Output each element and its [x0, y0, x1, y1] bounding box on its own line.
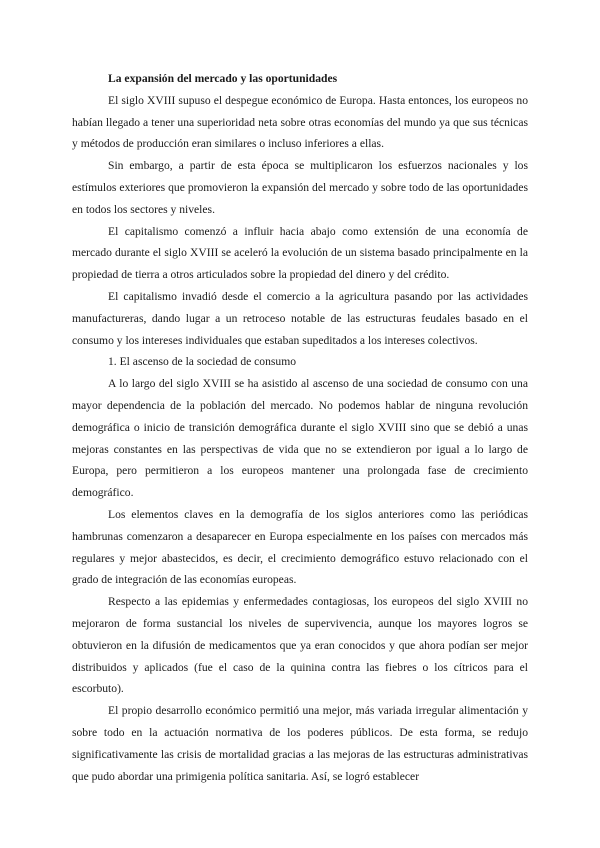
- paragraph: El propio desarrollo económico permitió una mejor, más variada irregular alimentación y sobre todo en la actuación normativa de los poderes públicos. De esta forma, se redujo significativamente las crisis de mortalidad gracias a las mejoras de las estructuras administrativas que pudo abordar una primigenia política sanitaria. Así, se logró establecer: [72, 704, 528, 783]
- paragraph: Sin embargo, a partir de esta época se multiplicaron los esfuerzos nacionales y los estímulos exteriores que promovieron la expansión del mercado y sobre todo de las oportunidades en todos los sectores y niveles.: [72, 159, 528, 216]
- section-heading: 1. El ascenso de la sociedad de consumo: [108, 355, 297, 369]
- document-title: La expansión del mercado y las oportunidades: [108, 72, 338, 85]
- paragraph: El capitalismo comenzó a influir hacia abajo como extensión de una economía de mercado durante el siglo XVIII se aceleró la evolución de un sistema basado principalmente en la propiedad de tierra a otros articulados sobre la propiedad del dinero y del crédito.: [72, 224, 528, 282]
- paragraph: El capitalismo invadió desde el comercio a la agricultura pasando por las actividades manufactureras, dando lugar a un retroceso notable de las estructuras feudales basado en el consumo y los intereses individuales que estaban supeditados a los intereses colectivos.: [72, 289, 528, 347]
- paragraph: A lo largo del siglo XVIII se ha asistido al ascenso de una sociedad de consumo con una mayor dependencia de la población del mercado. No podemos hablar de ninguna revolución demográfica o inicio de transición demográfica durante el siglo XVIII sino que se debió a unas mejoras constantes en las perspectivas de vida que no se extendieron por igual a lo largo de Europa, pero permitieron a los europeos mantener una prolongada fase de crecimiento demográfico.: [72, 377, 528, 500]
- paragraph: Respecto a las epidemias y enfermedades contagiosas, los europeos del siglo XVIII no mejoraron de forma sustancial los niveles de supervivencia, aunque los mayores logros se obtuvieron en la difusión de medicamentos que ya eran conocidos y que ahora podían ser mejor distribuidos y aplicados (fue el caso de la quinina contra las fiebres o los cítricos para el escorbuto).: [72, 595, 528, 696]
- document-page: [72, 68, 528, 787]
- paragraph: Los elementos claves en la demografía de los siglos anteriores como las periódicas hambrunas comenzaron a desaparecer en Europa especialmente en los países con mercados más regulares y mejor abastecidos, es decir, el crecimiento demográfico estuvo relacionado con el grado de integración de las economías europeas.: [72, 507, 528, 587]
- paragraph: El siglo XVIII supuso el despegue económico de Europa. Hasta entonces, los europeos no habían llegado a tener una superioridad neta sobre otras economías del mundo ya que sus técnicas y métodos de producción eran similares o incluso inferiores a ellas.: [72, 93, 528, 151]
